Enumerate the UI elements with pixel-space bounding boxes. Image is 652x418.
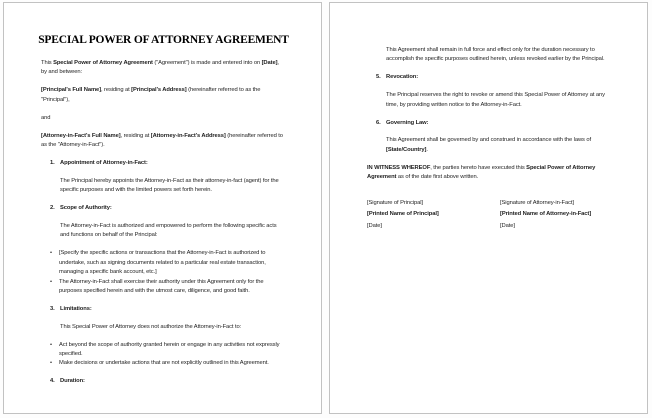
section-3-title: Limitations: <box>60 305 92 312</box>
bullet-icon: • <box>50 278 52 285</box>
section-5-number: 5. <box>376 74 381 81</box>
section-3-bullet-list <box>41 341 286 369</box>
section-1-number: 1. <box>50 159 55 166</box>
bullet-icon: • <box>50 341 52 348</box>
printed-name-principal: [Printed Name of Principal] <box>367 211 439 218</box>
bullet-item <box>41 341 286 360</box>
bullet-item <box>41 278 286 297</box>
bullet-text: [Specify the specific actions or transactions that the Attorney-in-Fact is authorized to undertake, such as signing documents related to a particular real estate transaction, managing a specific bank account, etc.] <box>59 250 266 276</box>
document-page-2 <box>329 2 648 414</box>
intro-paragraph-1: This Special Power of Attorney Agreement ("Agreement") is made and entered into on [Date], by and between: <box>41 60 279 76</box>
intro-paragraph-principal: [Principal's Full Name], residing at [Principal's Address] (hereinafter referred to as the "Principal"), <box>41 87 261 103</box>
document-page-1 <box>3 2 322 414</box>
bullet-text: Make decisions or undertake actions that are not explicitly outlined in this Agreement. <box>59 360 269 367</box>
section-2-title: Scope of Authority: <box>60 205 112 212</box>
witness-clause: IN WITNESS WHEREOF, the parties hereto have executed this Special Power of Attorney Agreement as of the date first above written. <box>367 164 596 181</box>
bullet-icon: • <box>50 250 52 257</box>
section-1-heading <box>41 159 286 168</box>
section-2-body: The Attorney-in-Fact is authorized and empowered to perform the following specific acts and functions on behalf of the Principal: <box>60 222 277 239</box>
section-6-body: This Agreement shall be governed by and construed in accordance with the laws of [State/Country]. <box>386 137 591 153</box>
section-5-title: Revocation: <box>386 74 419 81</box>
section-4-heading <box>41 377 286 386</box>
document-title: SPECIAL POWER OF ATTORNEY AGREEMENT <box>38 34 289 46</box>
section-4-number: 4. <box>50 378 55 385</box>
section-1-title: Appointment of Attorney-in-Fact: <box>60 159 148 166</box>
bullet-text: Act beyond the scope of authority granted herein or engage in any activities not expressly specified. <box>59 341 280 358</box>
section-2-number: 2. <box>50 205 55 212</box>
section-3-body: This Special Power of Attorney does not authorize the Attorney-in-Fact to: <box>60 323 242 330</box>
signature-row-signatures <box>367 199 612 208</box>
section-4-title: Duration: <box>60 378 85 385</box>
printed-name-attorney: [Printed Name of Attorney-in-Fact] <box>500 211 592 218</box>
signature-attorney: [Signature of Attorney-in-Fact] <box>500 199 574 206</box>
bullet-text: The Attorney-in-Fact shall exercise their authority under this Agreement only for the purposes specified herein and with the utmost care, diligence, and good faith. <box>59 278 264 294</box>
section-5-heading <box>367 73 612 82</box>
section-6-title: Governing Law: <box>386 119 429 126</box>
section-6-number: 6. <box>376 119 381 126</box>
bullet-icon: • <box>50 360 52 367</box>
section-6-heading <box>367 119 612 128</box>
section-3-number: 3. <box>50 305 55 312</box>
date-principal: [Date] <box>367 222 382 229</box>
signature-row-printed-names <box>367 210 612 219</box>
bullet-item <box>41 359 286 368</box>
bullet-item <box>41 249 286 277</box>
section-4-body: This Agreement shall remain in full force and effect only for the duration necessary to accomplish the specific purposes outlined herein, unless revoked earlier by the Principal. <box>386 47 605 63</box>
intro-connector: and <box>41 114 51 121</box>
signature-principal: [Signature of Principal] <box>367 199 423 206</box>
section-3-heading <box>41 305 286 314</box>
signature-block <box>367 199 612 232</box>
section-1-body: The Principal hereby appoints the Attorney-in-Fact as their attorney-in-fact (agent) for the specific purposes and with the limited powers set forth herein. <box>60 177 279 194</box>
intro-paragraph-attorney: [Attorney-in-Fact's Full Name], residing at [Attorney-in-Fact's Address] (hereinafter referred to as the "Attorney-in-Fact"). <box>41 132 283 148</box>
section-2-bullet-list <box>41 249 286 296</box>
section-5-body: The Principal reserves the right to revoke or amend this Special Power of Attorney at any time, by providing written notice to the Attorney-in-Fact. <box>386 92 605 108</box>
signature-row-dates <box>367 222 612 231</box>
date-attorney: [Date] <box>500 222 515 229</box>
section-2-heading <box>41 204 286 213</box>
